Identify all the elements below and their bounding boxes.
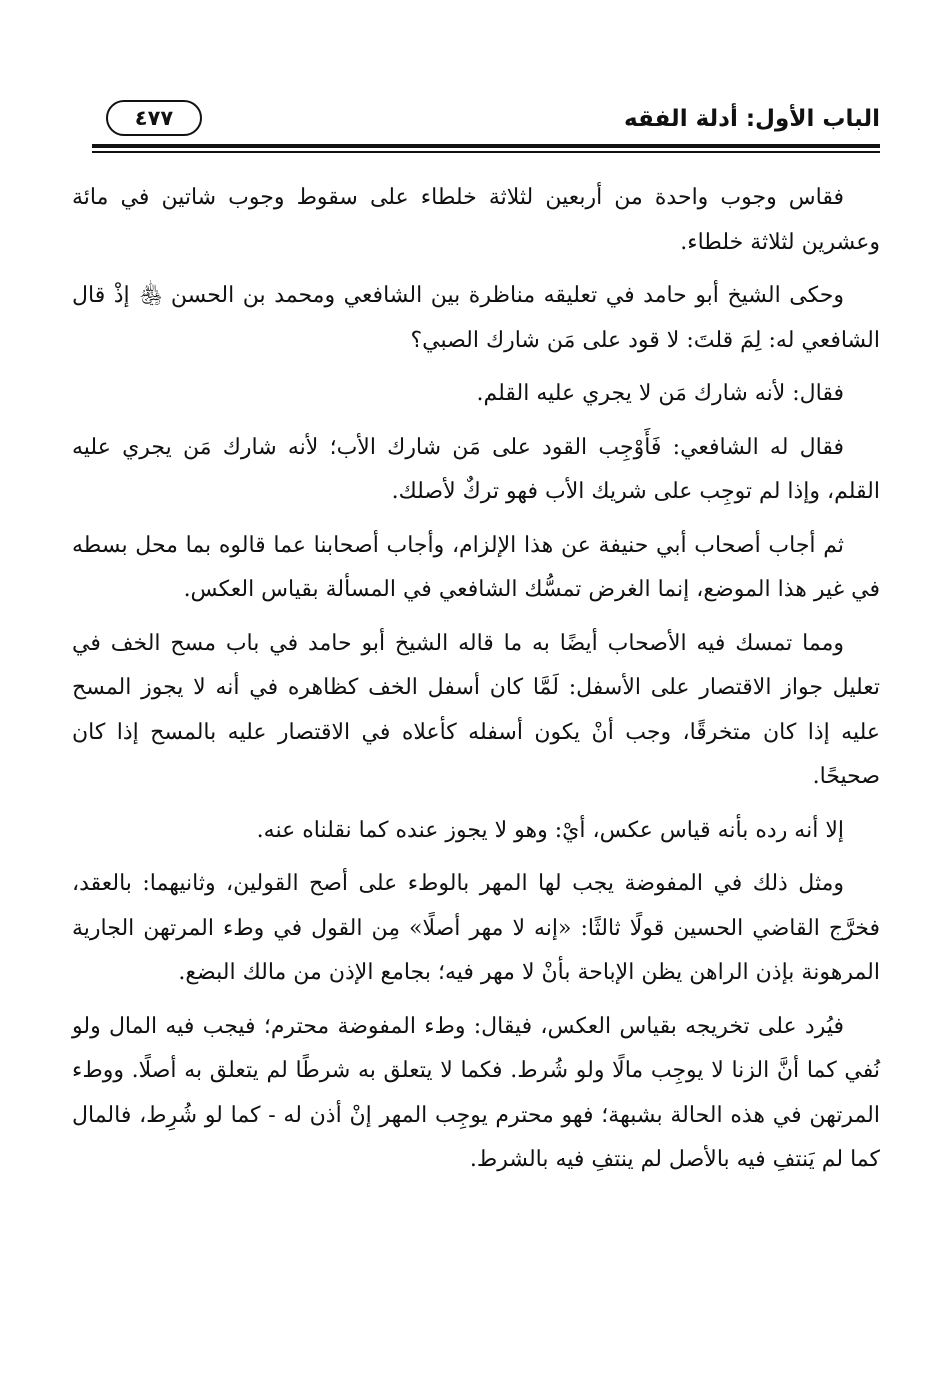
page-number: ٤٧٧ [106, 100, 202, 136]
paragraph: فقال: لأنه شارك مَن لا يجري عليه القلم. [476, 381, 844, 406]
paragraph: إلا أنه رده بأنه قياس عكس، أيْ: وهو لا يجوز عنده كما نقلناه عنه. [256, 817, 844, 843]
paragraph: ثم أجاب أصحاب أبي حنيفة عن هذا الإلزام، وأجاب أصحابنا عما قالوه بما محل بسطه في غير هذا الموضع، إنما الغرض تمسُّك الشافعي في المسألة بقياس العكس. [72, 532, 880, 602]
header-rule-thick [92, 144, 880, 148]
page-header [92, 96, 880, 156]
paragraph: فيُرد على تخريجه بقياس العكس، فيقال: وطء المفوضة محترم؛ فيجب فيه المال ولو نُفي كما أنَّ الزنا لا يوجِب مالًا ولو شُرط. فكما لا يتعلق به شرطًا لم يتعلق به أصلًا. ووطء المرتهن في هذه الحالة بشبهة؛ فهو محترم يوجِب المهر إنْ أذن له - كما لو شُرِط، فالمال كما لم يَنتفِ فيه بالأصل لم ينتفِ فيه بالشرط. [72, 1013, 880, 1172]
body-text [72, 176, 880, 1192]
paragraph: ومما تمسك فيه الأصحاب أيضًا به ما قاله الشيخ أبو حامد في باب مسح الخف في تعليل جواز الاقتصار على الأسفل: لَمَّا كان أسفل الخف كظاهره في أنه لا يجوز المسح عليه إذا كان متخرقًا، وجب أنْ يكون أسفله كأعلاه في الاقتصار عليه بالمسح إذا كان صحيحًا. [72, 630, 880, 789]
header-rule-thin [92, 151, 880, 153]
running-title: الباب الأول: أدلة الفقه [624, 106, 880, 132]
paragraph: فقاس وجوب واحدة من أربعين لثلاثة خلطاء على سقوط وجوب شاتين في مائة وعشرين لثلاثة خلطاء. [72, 185, 880, 255]
paragraph: ومثل ذلك في المفوضة يجب لها المهر بالوطء على أصح القولين، وثانيهما: بالعقد، فخرَّج القاضي الحسين قولًا ثالثًا: «إنه لا مهر أصلًا» مِن القول في وطء المرتهن الجارية المرهونة بإذن الراهن يظن الإباحة بأنْ لا مهر فيه؛ بجامع الإذن من مالك البضع. [72, 871, 880, 985]
paragraph: وحكى الشيخ أبو حامد في تعليقه مناظرة بين الشافعي ومحمد بن الحسن ﵃ إذْ قال الشافعي له: لِمَ قلتَ: لا قود على مَن شارك الصبي؟ [72, 283, 880, 353]
paragraph: فقال له الشافعي: فَأَوْجِب القود على مَن شارك الأب؛ لأنه شارك مَن يجري عليه القلم، وإذا لم توجِب على شريك الأب فهو تركٌ لأصلك. [72, 434, 880, 504]
